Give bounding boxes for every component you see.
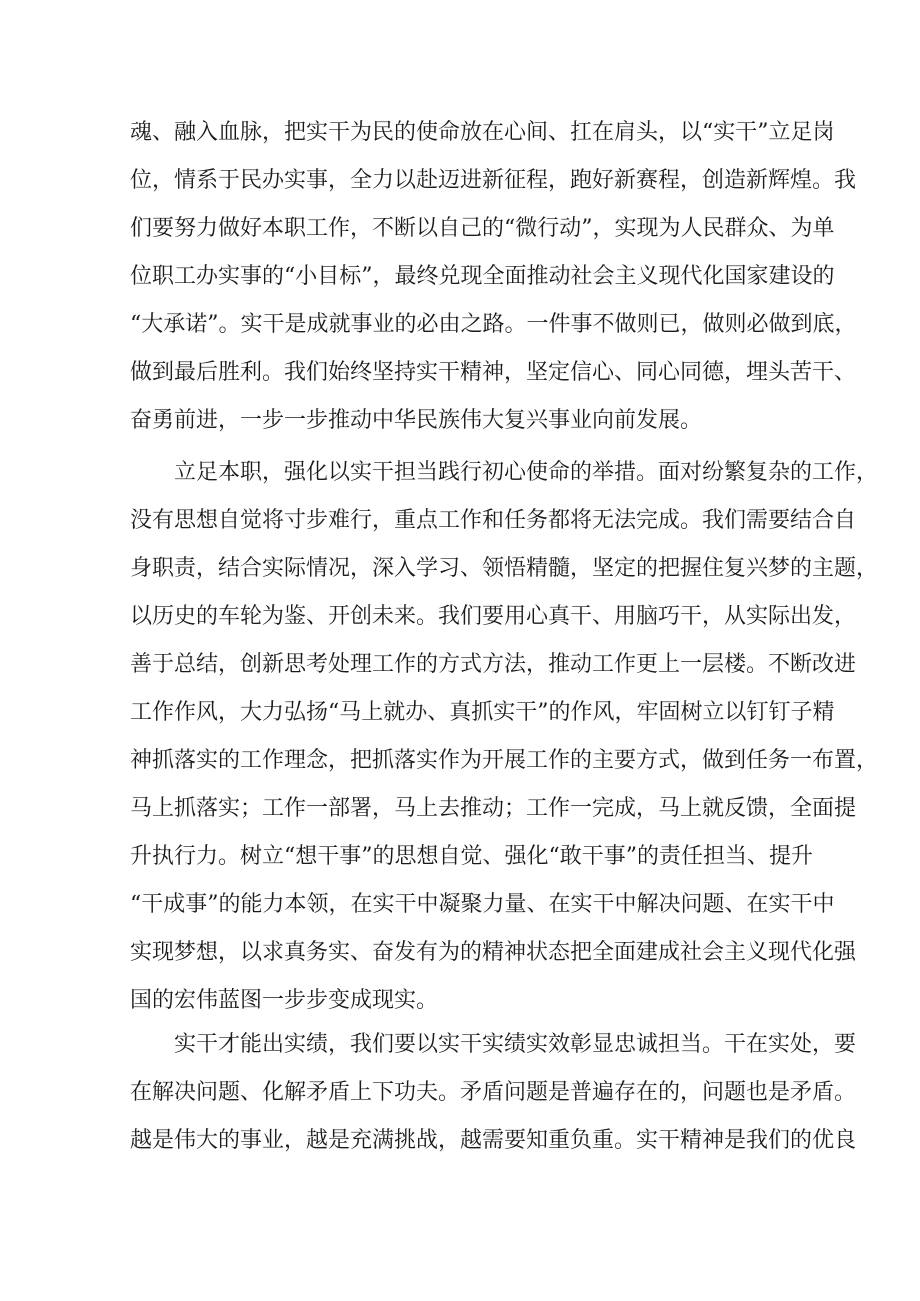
text-line: 工作作风，大力弘扬“马上就办、真抓实干”的作风，牢固树立以钉钉子精 [130, 700, 835, 725]
paragraph-1 [130, 109, 857, 445]
paragraph-2 [130, 449, 879, 1025]
text-line: 马上抓落实；工作一部署，马上去推动；工作一完成，马上就反馈，全面提 [130, 796, 857, 821]
text-line: 神抓落实的工作理念，把抓落实作为开展工作的主要方式，做到任务一布置， [130, 748, 879, 773]
text-line: 善于总结，创新思考处理工作的方式方法，推动工作更上一层楼。不断改进 [130, 652, 857, 677]
text-line: 位职工办实事的“小目标”，最终兑现全面推动社会主义现代化国家建设的 [130, 264, 835, 289]
text-line: 做到最后胜利。我们始终坚持实干精神，坚定信心、同心同德，埋头苦干、 [130, 360, 857, 385]
text-line: “大承诺”。实干是成就事业的必由之路。一件事不做则已，做则必做到底， [130, 312, 857, 337]
text-line: 位，情系于民办实事，全力以赴迈进新征程，跑好新赛程，创造新辉煌。我 [130, 168, 857, 193]
text-line: 实干才能出实绩，我们要以实干实绩实效彰显忠诚担当。干在实处，要 [174, 1032, 857, 1057]
text-line: “干成事”的能力本领，在实干中凝聚力量、在实干中解决问题、在实干中 [130, 892, 835, 917]
text-line: 身职责，结合实际情况，深入学习、领悟精髓，坚定的把握住复兴梦的主题， [130, 556, 879, 581]
text-line: 魂、融入血脉，把实干为民的使命放在心间、扛在肩头，以“实干”立足岗 [130, 120, 835, 145]
text-line: 升执行力。树立“想干事”的思想自觉、强化“敢干事”的责任担当、提升 [130, 844, 813, 869]
text-line: 立足本职，强化以实干担当践行初心使命的举措。面对纷繁复杂的工作， [174, 460, 879, 485]
text-line: 奋勇前进，一步一步推动中华民族伟大复兴事业向前发展。 [130, 408, 703, 433]
text-line: 没有思想自觉将寸步难行，重点工作和任务都将无法完成。我们需要结合自 [130, 508, 857, 533]
text-line: 以历史的车轮为鉴、开创未来。我们要用心真干、用脑巧干，从实际出发， [130, 604, 857, 629]
text-line: 国的宏伟蓝图一步步变成现实。 [130, 988, 439, 1013]
text-line: 在解决问题、化解矛盾上下功夫。矛盾问题是普遍存在的，问题也是矛盾。 [130, 1080, 857, 1105]
paragraph-3 [130, 1021, 857, 1165]
text-line: 越是伟大的事业，越是充满挑战，越需要知重负重。实干精神是我们的优良 [130, 1128, 857, 1153]
text-line: 实现梦想，以求真务实、奋发有为的精神状态把全面建成社会主义现代化强 [130, 940, 857, 965]
text-line: 们要努力做好本职工作，不断以自己的“微行动”，实现为人民群众、为单 [130, 216, 835, 241]
